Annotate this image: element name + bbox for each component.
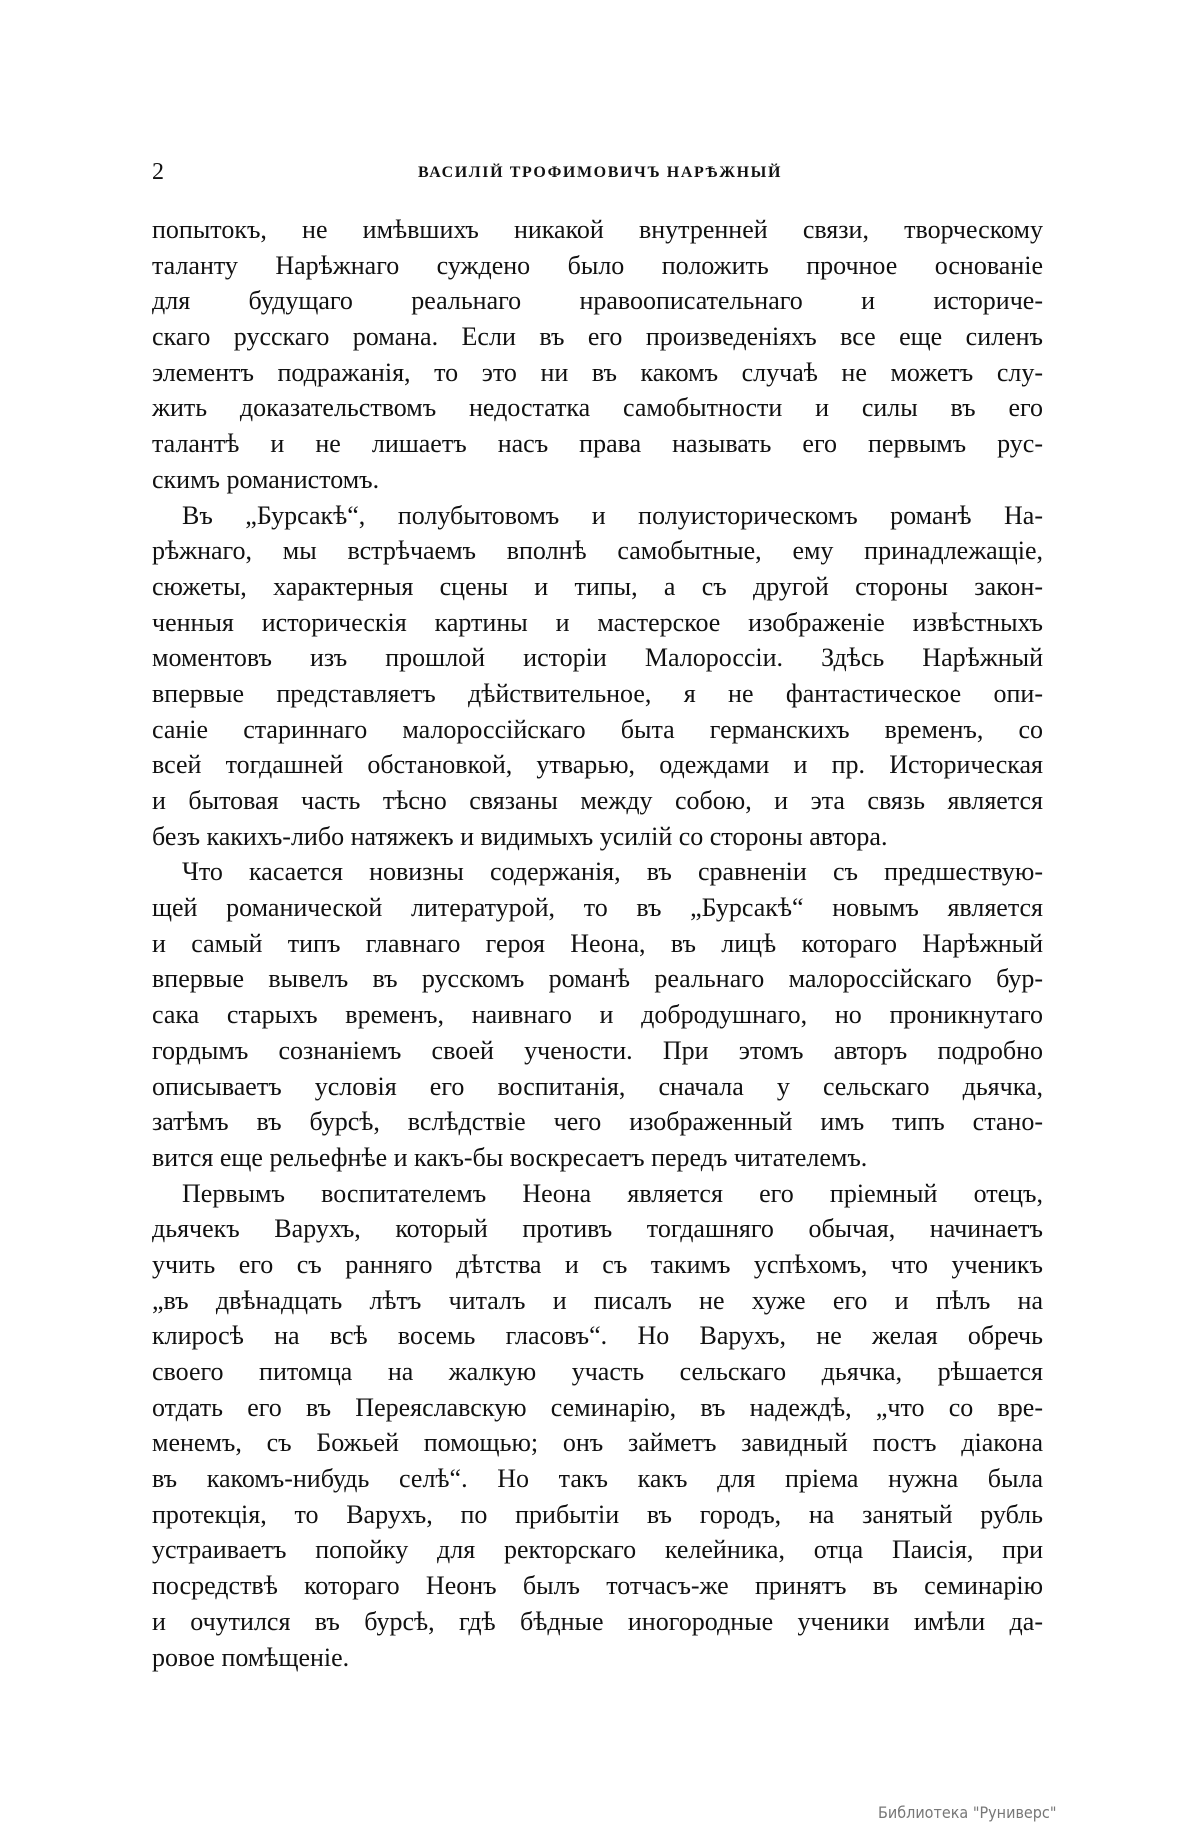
text-line: рѣжнаго, мы встрѣчаемъ вполнѣ самобытные, ему принадлежащіе, [152, 536, 1043, 566]
page-number: 2 [152, 159, 164, 185]
text-line: дьячекъ Варухъ, который противъ тогдашняго обычая, начинаетъ [152, 1214, 1043, 1244]
text-line: отдать его въ Переяславскую семинарію, въ надеждѣ, „что со вре- [152, 1392, 1043, 1422]
text-line: элементъ подражанія, то это ни въ какомъ случаѣ не можетъ слу- [152, 357, 1043, 387]
text-line: щей романической литературой, то въ „Бурсакѣ“ новымъ является [152, 893, 1043, 923]
text-line: попытокъ, не имѣвшихъ никакой внутренней связи, творческому [152, 215, 1043, 244]
text-line: ровое помѣщеніе. [152, 1642, 350, 1672]
text-line: впервые представляетъ дѣйствительное, я не фантастическое опи- [152, 678, 1043, 708]
paragraph [152, 498, 1043, 855]
text-line: моментовъ изъ прошлой исторіи Малороссіи. Здѣсь Нарѣжный [152, 643, 1043, 673]
text-line: и бытовая часть тѣсно связаны между собою, и эта связь является [152, 786, 1043, 815]
text-line: безъ какихъ-либо натяжекъ и видимыхъ усилій со стороны автора. [152, 821, 888, 851]
text-line: клиросѣ на всѣ восемь гласовъ“. Но Варухъ, не желая обречь [152, 1321, 1043, 1351]
text-line: учить его съ ранняго дѣтства и съ такимъ успѣхомъ, что ученикъ [152, 1249, 1043, 1279]
text-line: таланту Нарѣжнаго суждено было положить прочное основаніе [152, 250, 1043, 280]
text-line: „въ двѣнадцать лѣтъ читалъ и писалъ не хуже его и пѣлъ на [152, 1285, 1043, 1315]
paragraph [152, 212, 1043, 498]
text-line: и очутился въ бурсѣ, гдѣ бѣдные иногородные ученики имѣли да- [152, 1606, 1043, 1636]
text-line: жить доказательствомъ недостатка самобытности и силы въ его [152, 393, 1043, 423]
running-head: ВАСИЛІЙ ТРОФИМОВИЧЪ НАРѢЖНЫЙ [417, 164, 783, 181]
text-line: ченныя историческія картины и мастерское изображеніе извѣстныхъ [152, 607, 1043, 637]
text-line: описываетъ условія его воспитанія, сначала у сельскаго дьячка, [152, 1071, 1043, 1101]
text-line: сюжеты, характерныя сцены и типы, а съ другой стороны закон- [152, 571, 1043, 601]
text-line: Первымъ воспитателемъ Неона является его пріемный отецъ, [182, 1178, 1043, 1208]
text-line: устраиваетъ попойку для ректорскаго келейника, отца Паисія, при [152, 1535, 1043, 1565]
text-line: гордымъ сознаніемъ своей учености. При этомъ авторъ подробно [152, 1035, 1043, 1065]
text-line: и самый типъ главнаго героя Неона, въ лицѣ котораго Нарѣжный [152, 928, 1043, 958]
text-line: скимъ романистомъ. [152, 464, 380, 494]
text-line: всей тогдашней обстановкой, утварью, одеждами и пр. Историческая [152, 750, 1043, 780]
text-line: своего питомца на жалкую участь сельскаго дьячка, рѣшается [152, 1357, 1043, 1386]
text-line: саніе стариннаго малороссійскаго быта германскихъ временъ, со [152, 714, 1043, 744]
text-line: Что касается новизны содержанія, въ сравненіи съ предшествую- [182, 857, 1043, 887]
text-line: вится еще рельефнѣе и какъ-бы воскресаетъ передъ читателемъ. [152, 1142, 868, 1172]
text-line: затѣмъ въ бурсѣ, вслѣдствіе чего изображенный имъ типъ стано- [152, 1107, 1043, 1137]
text-line: Въ „Бурсакѣ“, полубытовомъ и полуисторическомъ романѣ На- [182, 500, 1043, 530]
text-line: талантѣ и не лишаетъ насъ права называть его первымъ рус- [152, 429, 1043, 459]
text-line: сака старыхъ временъ, наивнаго и добродушнаго, но проникнутаго [152, 1000, 1043, 1030]
text-line: посредствѣ котораго Неонъ былъ тотчасъ-же принятъ въ семинарію [152, 1571, 1043, 1601]
text-line: протекція, то Варухъ, по прибытіи въ городъ, на занятый рубль [152, 1499, 1043, 1529]
text-line: для будущаго реальнаго нравоописательнаго и историче- [152, 286, 1043, 316]
text-line: скаго русскаго романа. Если въ его произведеніяхъ все еще силенъ [152, 322, 1043, 352]
text-line: впервые вывелъ въ русскомъ романѣ реальнаго малороссійскаго бур- [152, 964, 1043, 994]
text-line: въ какомъ-нибудь селѣ“. Но такъ какъ для пріема нужна была [152, 1464, 1043, 1494]
paragraph [152, 1176, 1043, 1676]
text-line: менемъ, съ Божьей помощью; онъ займетъ завидный постъ діакона [152, 1428, 1043, 1458]
body-text [152, 212, 1043, 1675]
paragraph [152, 854, 1043, 1175]
library-watermark: Библиотека "Руниверс" [878, 1803, 1057, 1822]
